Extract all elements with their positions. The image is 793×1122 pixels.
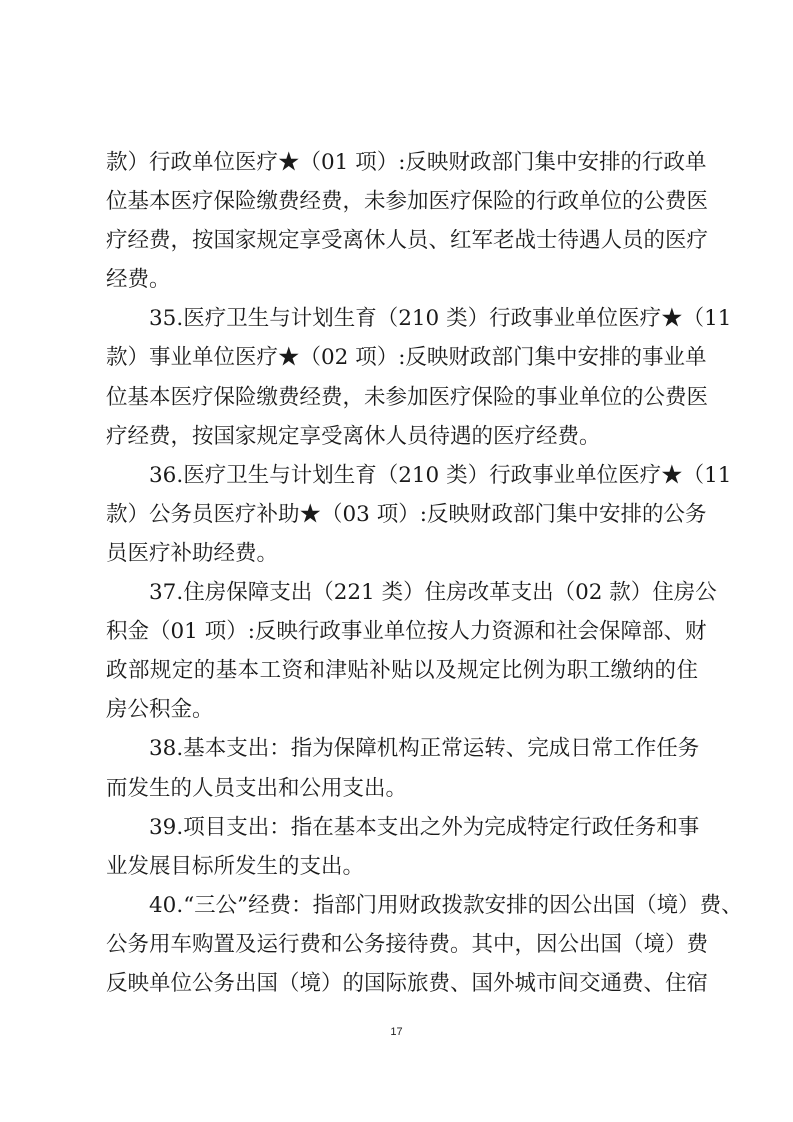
text-line: 业发展目标所发生的支出。 bbox=[106, 853, 365, 879]
text-line: 疗经费，按国家规定享受离休人员待遇的医疗经费。 bbox=[106, 423, 601, 449]
text-line: 积金（01 项）:反映行政事业单位按人力资源和社会保障部、财 bbox=[106, 619, 707, 645]
paragraph bbox=[106, 573, 717, 729]
document-body bbox=[106, 143, 743, 1003]
text-line: 房公积金。 bbox=[106, 697, 214, 723]
text-line: 公务用车购置及运行费和公务接待费。其中，因公出国（境）费 bbox=[106, 931, 709, 957]
text-line: 疗经费，按国家规定享受离休人员、红军老战士待遇人员的医疗 bbox=[106, 228, 709, 254]
text-line: 而发生的人员支出和公用支出。 bbox=[106, 775, 408, 801]
text-line: 40.“三公”经费：指部门用财政拨款安排的因公出国（境）费、 bbox=[149, 892, 743, 918]
paragraph bbox=[106, 886, 743, 1003]
text-line: 反映单位公务出国（境）的国际旅费、国外城市间交通费、住宿 bbox=[106, 970, 709, 996]
paragraph bbox=[106, 729, 698, 807]
text-line: 35.医疗卫生与计划生育（210 类）行政事业单位医疗★（11 bbox=[149, 306, 732, 332]
text-line: 款）行政单位医疗★（01 项）:反映财政部门集中安排的行政单 bbox=[106, 150, 707, 175]
text-line: 经费。 bbox=[106, 267, 171, 293]
text-line: 39.项目支出：指在基本支出之外为完成特定行政任务和事 bbox=[149, 814, 700, 840]
text-line: 款）公务员医疗补助★（03 项）:反映财政部门集中安排的公务 bbox=[106, 501, 707, 527]
text-line: 政部规定的基本工资和津贴补贴以及规定比例为职工缴纳的住 bbox=[106, 658, 698, 684]
paragraph bbox=[106, 808, 698, 886]
text-line: 38.基本支出：指为保障机构正常运转、完成日常工作任务 bbox=[149, 736, 700, 762]
text-line: 款）事业单位医疗★（02 项）:反映财政部门集中安排的事业单 bbox=[106, 345, 707, 371]
page-number: 17 bbox=[390, 1026, 403, 1038]
text-line: 36.医疗卫生与计划生育（210 类）行政事业单位医疗★（11 bbox=[149, 462, 732, 488]
text-line: 员医疗补助经费。 bbox=[106, 540, 279, 566]
text-line: 37.住房保障支出（221 类）住房改革支出（02 款）住房公 bbox=[149, 580, 717, 606]
text-line: 位基本医疗保险缴费经费，未参加医疗保险的事业单位的公费医 bbox=[106, 384, 709, 410]
text-line: 位基本医疗保险缴费经费，未参加医疗保险的行政单位的公费医 bbox=[106, 189, 709, 215]
paragraph bbox=[106, 456, 732, 573]
paragraph bbox=[106, 143, 709, 299]
paragraph bbox=[106, 299, 732, 455]
